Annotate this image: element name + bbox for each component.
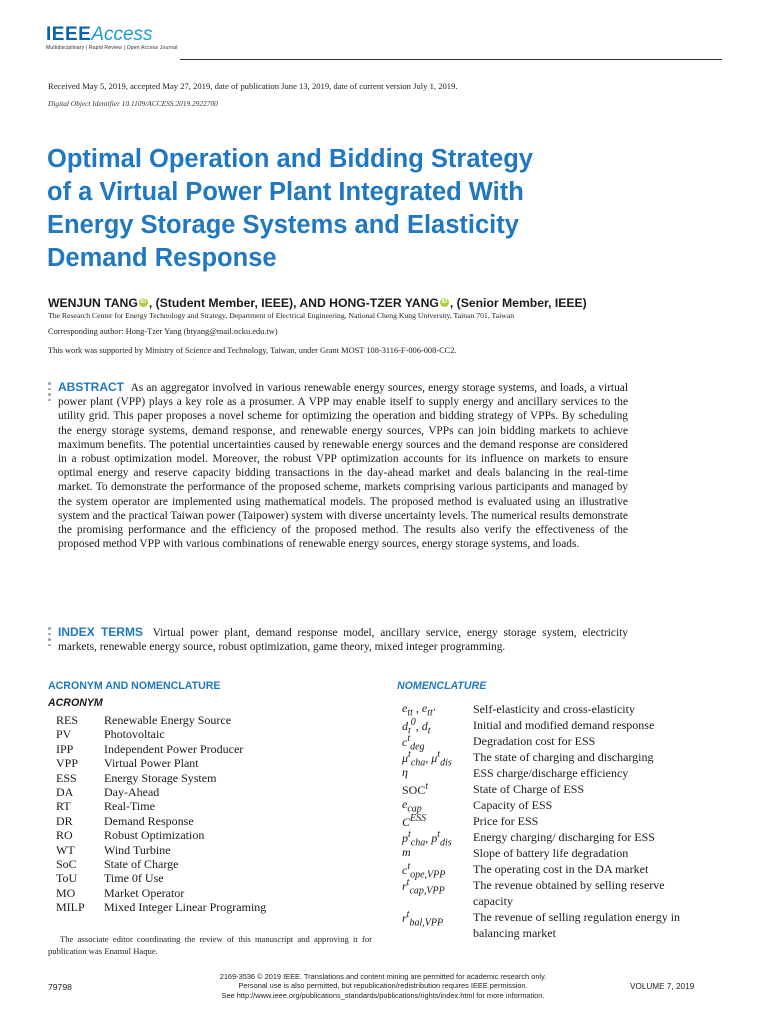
acronym-expansion: Market Operator [104,885,185,900]
acronym-abbr: RES [56,713,79,727]
nomenclature-row [402,845,693,861]
logo-tagline: Multidisciplinary | Rapid Review | Open Access Journal [46,45,178,51]
acronym-abbr: IPP [56,741,74,756]
index-terms-text: Virtual power plant, demand response model, ancillary service, energy storage system, electricity markets, renewable energy source, robust optimization, game theory, mixed integer programming. [58,627,628,654]
nomenclature-row [402,877,693,909]
nomenclature-description: Self-elasticity and cross-elasticity [473,702,635,716]
funding-note: This work was supported by Ministry of Science and Technology, Taiwan, under Grant MOST 108-3116-F-006-008-CC2. [48,346,457,355]
nomenclature-row [402,733,693,753]
acronym-expansion: Real-Time [104,799,155,814]
acronym-abbr: ESS [56,770,77,785]
acronym-row [56,713,266,727]
editor-footnote: The associate editor coordinating the review of this manuscript and approving it for publication was Enamul Haque. [48,934,372,956]
title-line: of a Virtual Power Plant Integrated With [47,178,524,206]
acronym-abbr: MO [56,885,76,900]
acronym-expansion: Wind Turbine [104,842,171,857]
acronym-row [56,857,266,871]
nomenclature-symbol: m [402,845,411,859]
nomenclature-row [402,765,693,781]
acronym-row [56,771,266,785]
nomenclature-symbol: $r^t_{cap,VPP}$ [402,877,445,897]
affiliation: The Research Center for Energy Technology and Strategy, Department of Electrical Engineering, National Cheng Kung University, Tainan 701, Taiwan [48,311,515,320]
volume-label: VOLUME 7, 2019 [630,982,695,991]
acronym-row [56,785,266,799]
acronym-expansion: Demand Response [104,813,194,828]
nomenclature-row [402,829,693,849]
acronym-row [56,799,266,813]
acronym-row [56,900,266,914]
acronym-expansion: Robust Optimization [104,828,205,843]
acronym-abbr: DA [56,785,74,800]
nomenclature-row [402,909,693,957]
abstract-heading: ABSTRACT [58,380,124,394]
nomenclature-symbol: $p^t_{cha}$, $p^t_{dis}$ [402,829,452,849]
nomenclature-row [402,701,693,717]
nomenclature-row [402,861,693,881]
nomenclature-description: The operating cost in the DA market [473,862,649,876]
nomenclature-row [402,813,693,829]
nomenclature-description: ESS charge/discharge efficiency [473,766,629,780]
page-number: 79798 [48,982,72,992]
index-terms [58,625,628,654]
nomenclature-description: State of Charge of ESS [473,782,585,796]
acronym-subheading: ACRONYM [48,697,103,709]
abstract-marker-icon [48,382,51,404]
doi-line: Digital Object Identifier 10.1109/ACCESS.2019.2922700 [48,99,218,108]
nomenclature-symbol: $c^t_{deg}$ [402,733,425,753]
author-name: WENJUN TANG [48,296,138,310]
acronym-abbr: RO [56,828,73,843]
acronym-row [56,871,266,885]
abstract [58,380,628,551]
abstract-text: As an aggregator involved in various renewable energy sources, energy storage systems, and loads, a virtual power plant (VPP) plays a key role as a prosumer. A VPP may enable itself to supply energy and ancillary services to the utility grid. This paper proposes a novel scheme for optimizing the operation and bidding strategy of VPPs. By scheduling the energy storage systems, demand response, and renewable energy sources, VPPs can join bidding markets to achieve maximum benefits. The potential uncertainties caused by renewable energy sources and the demand response are considered in a robust optimization model. Moreover, the robust VPP optimization accounts for its influence on markets to ensure optimal energy and reserve capacity bidding transactions in the day-ahead market and deals balancing in the real-time market. To demonstrate the performance of the proposed scheme, markets comprising various participants and managed by the system operator are implemented using mathematical models. The proposed method is evaluated using an illustrative system and the practical Taiwan power (Taipower) system with diverse uncertainty levels. The numerical results demonstrate the promising performance and the efficiency of the proposed method. The results also verify the effectiveness of the proposed method VPP with various combinations of renewable energy sources, energy storage systems, and loads. [58,382,628,551]
acronym-abbr: PV [56,727,72,742]
orcid-icon[interactable]: iD [140,299,147,305]
acronym-row [56,886,266,900]
nomenclature-symbol: $c^t_{ope,VPP}$ [402,861,446,881]
title-line: Demand Response [47,244,277,272]
received-dates: Received May 5, 2019, accepted May 27, 2019, date of publication June 13, 2019, date of current version July 1, 2019. [48,81,458,91]
paper-title [47,143,607,275]
acronym-expansion: Energy Storage System [104,770,217,785]
acronym-abbr: ToU [56,871,78,886]
acronym-row [56,843,266,857]
copyright-line[interactable]: See http://www.ieee.org/publications_standards/publications/rights/index.html for more information. [221,990,545,1000]
nomenclature-row [402,797,693,813]
nomenclature-row [402,781,693,797]
nomenclature-symbol: $e_{cap}$ [402,797,422,815]
nomenclature-description: Capacity of ESS [473,798,553,812]
acronym-expansion: Photovoltaic [104,727,165,742]
copyright-line: Personal use is also permitted, but republication/redistribution requires IEEE permission. [238,981,528,991]
copyright-line: 2169-3536 © 2019 IEEE. Translations and content mining are permitted for academic research only. [219,972,547,981]
corresponding-author: Corresponding author: Hong-Tzer Yang (htyang@mail.ncku.edu.tw) [48,327,278,336]
acronym-expansion: Virtual Power Plant [104,756,199,771]
acronym-abbr: DR [56,813,73,828]
nomenclature-description: Price for ESS [473,814,539,828]
nomenclature-symbol: η [402,765,408,779]
nomenclature-description: Initial and modified demand response [473,718,655,732]
nomenclature-symbol: $\mu^t_{cha}$, $\mu^t_{dis}$ [402,749,452,769]
title-line: Optimal Operation and Bidding Strategy [47,145,533,173]
acronym-row [56,828,266,842]
index-terms-heading: INDEX TERMS [58,625,143,639]
logo-ieee-text: IEEE [46,24,92,45]
nomenclature-description: Energy charging/ discharging for ESS [473,830,655,844]
orcid-icon[interactable]: iD [441,299,448,305]
copyright-notice [180,972,586,1000]
acronym-row [56,756,266,770]
acronym-section-heading: ACRONYM AND NOMENCLATURE [48,680,221,692]
nomenclature-description: Degradation cost for ESS [473,734,596,748]
nomenclature-list [402,701,693,957]
acronym-expansion: Time 0f Use [104,871,164,886]
acronym-row [56,814,266,828]
header-divider [180,59,722,60]
nomenclature-row [402,717,693,737]
nomenclature-row [402,749,693,769]
nomenclature-symbol: $C^{ESS}$ [402,813,427,829]
acronym-abbr: SoC [56,857,77,872]
acronym-row [56,727,266,741]
acronym-abbr: WT [56,842,75,857]
nomenclature-heading: NOMENCLATURE [397,680,487,692]
acronym-abbr: RT [56,799,71,814]
author-line [48,296,587,310]
journal-logo [46,24,153,46]
acronym-expansion: Renewable Energy Source [104,713,232,727]
nomenclature-description: The revenue obtained by selling reserve capacity [473,878,665,908]
nomenclature-symbol: $r^t_{bal,VPP}$ [402,909,444,929]
acronym-expansion: Mixed Integer Linear Programing [104,900,267,915]
nomenclature-symbol: $e_{tt}$ , $e_{tt'}$ [402,701,435,719]
acronym-list [56,713,266,915]
acronym-abbr: VPP [56,756,79,771]
author-role: , (Senior Member, IEEE) [449,296,587,310]
index-terms-marker-icon [48,627,51,649]
nomenclature-description: Slope of battery life degradation [473,846,629,860]
acronym-abbr: MILP [56,900,85,915]
acronym-expansion: Day-Ahead [104,785,160,800]
acronym-row [56,742,266,756]
acronym-expansion: State of Charge [104,857,179,872]
nomenclature-description: The state of charging and discharging [473,750,654,764]
author-role: , (Student Member, IEEE), AND HONG-TZER YANG [148,296,439,310]
nomenclature-description: The revenue of selling regulation energy in balancing market [473,910,681,940]
logo-access-text: Access [91,24,153,45]
nomenclature-symbol: $d_t^0$, $d_t$ [402,717,431,737]
acronym-expansion: Independent Power Producer [104,741,244,756]
nomenclature-symbol: SOC$^t$ [402,781,429,797]
title-line: Energy Storage Systems and Elasticity [47,211,519,239]
